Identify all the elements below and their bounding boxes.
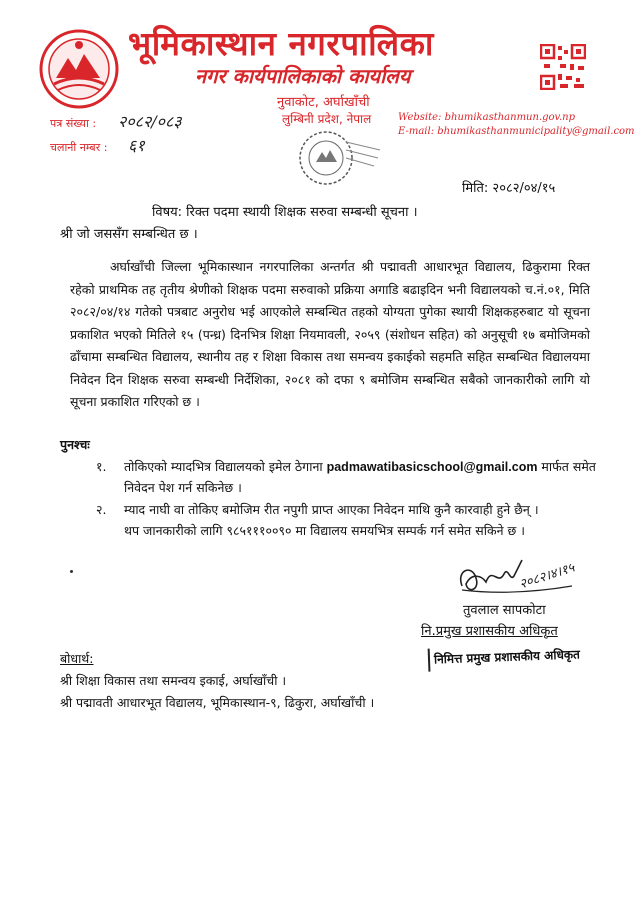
qr-code-icon (540, 44, 586, 90)
cc-heading: बोधार्थ: (60, 651, 94, 666)
note-2: म्याद नाघी वा तोकिए बमोजिम रीत नपुगी प्राप्त आएका निवेदन माथि कुनै कारवाही हुने छैन् । (124, 502, 539, 517)
notice-subject: विषय: रिक्त पदमा स्थायी शिक्षक सरुवा सम्बन्धी सूचना । (152, 205, 418, 220)
note-1-text-end: मार्फत समेत (537, 459, 596, 474)
signature-date: २०८२।४।१५ (517, 560, 577, 593)
address-line-1: नुवाकोट, अर्घाखाँची (277, 95, 370, 110)
signatory-stamp: निमित्त प्रमुख प्रशासकीय अधिकृत (428, 643, 581, 671)
ref-number-value: २०८२/०८३ (118, 112, 182, 131)
signatory-title: नि.प्रमुख प्रशासकीय अधिकृत (421, 624, 558, 639)
notes-heading: पुनश्चः (60, 437, 90, 452)
municipal-emblem-icon (38, 28, 120, 110)
contact-line: थप जानकारीको लागि ९८५१११००९० मा विद्यालय समयभित्र सम्पर्क गर्न समेत सकिने छ । (124, 523, 525, 538)
address-line-2: लुम्बिनी प्रदेश, नेपाल (282, 112, 372, 126)
dispatch-number-label: चलानी नम्बर : (50, 141, 108, 154)
note-1-number: १. (96, 459, 107, 474)
email-text: E-mail: bhumikasthanmunicipality@gmail.com (398, 126, 635, 137)
note-1-text-start: तोकिएको म्यादभित्र विद्यालयको इमेल ठेगाना (124, 459, 327, 474)
note-2-number: २. (96, 502, 107, 517)
office-subtitle: नगर कार्यपालिकाको कार्यालय (195, 64, 411, 88)
website-text: Website: bhumikasthanmun.gov.np (398, 112, 576, 123)
dot-mark (70, 570, 73, 573)
office-title: भूमिकास्थान नगरपालिका (128, 24, 434, 63)
office-seal-icon (290, 128, 386, 188)
dispatch-number-value: ६१ (128, 136, 145, 155)
cc-item: श्री पद्मावती आधारभूत विद्यालय, भूमिकास्थान-९, ढिकुरा, अर्घाखाँची । (60, 695, 375, 710)
note-1 (124, 456, 604, 479)
notice-paragraph-text: अर्घाखाँची जिल्ला भूमिकास्थान नगरपालिका अन्तर्गत श्री पद्मावती आधारभूत विद्यालय, ढिकुरामा रिक्त रहेको प्राथमिक तह तृतीय श्रेणीको शिक्षक पदमा सरुवाको प्रक्रिया अगाडि बढाइदिन भनी विद्यालयको च.नं.०१, मिति २०८२/०४/१४ गतेको पत्रबाट अनुरोध भई आएकोले सम्बन्धित तहको योग्यता पुगेका स्थायी शिक्षकहरुबाट यो सूचना प्रकाशित भएको मितिले १५ (पन्ध्र) दिनभित्र शिक्षा नियमावली, २०५९ (संशोधन सहित) को अनुसूची १७ बमोजिमको ढाँचामा सम्बन्धित विद्यालय, स्थानीय तह र शिक्षा विकास तथा समन्वय इकाईको सहमति सहित सम्बन्धित विद्यालयमा निवेदन दिन शिक्षक सरुवा सम्बन्धी निर्देशिका, २०८१ को दफा ९ बमोजिम सम्बन्धित सबैको जानकारीको लागि यो सूचना प्रकाशित गरिएको छ । (70, 259, 590, 409)
ref-number-label: पत्र संख्या : (50, 117, 97, 130)
notice-paragraph (70, 256, 590, 414)
school-email-link[interactable]: padmawatibasicschool@gmail.com (326, 460, 538, 474)
salutation: श्री जो जससँग सम्बन्धित छ । (60, 227, 198, 242)
cc-item: श्री शिक्षा विकास तथा समन्वय इकाई, अर्घाखाँची । (60, 673, 287, 688)
signatory-name: तुवलाल सापकोटा (463, 603, 546, 618)
notice-date: मिति: २०८२/०४/१५ (462, 181, 556, 196)
note-1-line-2: निवेदन पेश गर्न सकिनेछ । (124, 480, 242, 495)
